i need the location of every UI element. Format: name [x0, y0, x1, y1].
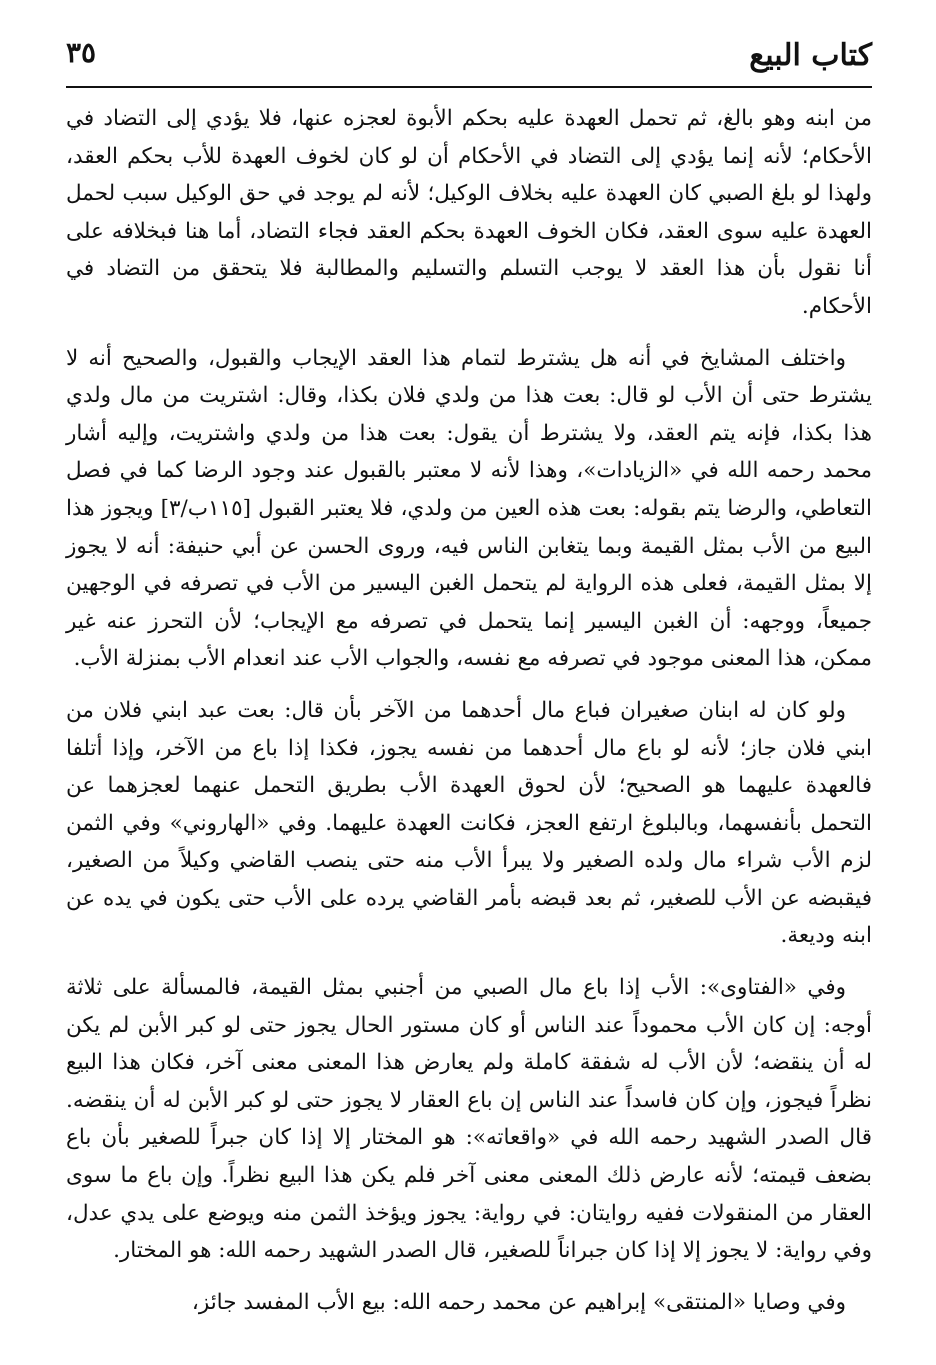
page-header [66, 30, 872, 86]
paragraph-2: واختلف المشايخ في أنه هل يشترط لتمام هذا العقد الإيجاب والقبول، والصحيح أنه لا يشترط حتى أن الأب لو قال: بعت هذا من ولدي فلان بكذا، وقال: اشتريت من مال ولدي هذا بكذا، فإنه يتم العقد، ولا يشترط أن يقول: بعت هذا من ولدي واشتريت، وإليه أشار محمد رحمه الله في «الزيادات»، وهذا لأنه لا معتبر بالقبول عند وجود الرضا كما في فصل التعاطي، والرضا يتم بقوله: بعت هذه العين من ولدي، فلا يعتبر القبول [١١٥ب/٣] ويجوز هذا البيع من الأب بمثل القيمة وبما يتغابن الناس فيه، وروى الحسن عن أبي حنيفة: أنه لا يجوز إلا بمثل القيمة، فعلى هذه الرواية لم يتحمل الغبن اليسير من الأب في تصرفه في الوجهين جميعاً، ووجهه: أن الغبن اليسير إنما يتحمل في تصرفه مع الإيجاب؛ لأن التحرز عنه غير ممكن، هذا المعنى موجود في تصرفه مع نفسه، والجواب الأب عند انعدام الأب بمنزلة الأب. [66, 345, 872, 672]
page-body [66, 100, 872, 1335]
header-divider [66, 86, 872, 88]
paragraph-3: ولو كان له ابنان صغيران فباع مال أحدهما من الآخر بأن قال: بعت عبد ابني فلان من ابني فلان جاز؛ لأنه لو باع مال أحدهما من نفسه يجوز، فكذا إذا باع من الآخر، وإذا أتلفا فالعهدة عليهما هو الصحيح؛ لأن لحوق العهدة الأب بطريق التحمل عنهما لعجزهما عن التحمل بأنفسهما، وبالبلوغ ارتفع العجز، فكانت العهدة عليهما. وفي «الهاروني» وفي الثمن لزم الأب شراء مال ولده الصغير ولا يبرأ الأب منه حتى ينصب القاضي وكيلاً من الصغير، فيقبضه عن الأب للصغير، ثم بعد قبضه بأمر القاضي يرده على الأب حتى يكون في يده عن ابنه وديعة. [66, 697, 872, 949]
page-number: ٣٥ [66, 36, 97, 69]
running-title: كتاب البيع [749, 38, 872, 73]
paragraph-5: وفي وصايا «المنتقى» إبراهيم عن محمد رحمه الله: بيع الأب المفسد جائز، [191, 1289, 846, 1315]
paragraph-1: من ابنه وهو بالغ، ثم تحمل العهدة عليه بحكم الأبوة لعجزه عنها، فلا يؤدي إلى التضاد في الأحكام؛ لأنه إنما يؤدي إلى التضاد في الأحكام أن لو كان لخوف العهدة للأب بحكم العقد، ولهذا لو بلغ الصبي كان العهدة عليه بخلاف الوكيل؛ لأنه لم يوجد في حق الوكيل سبب لحمل العهدة عليه سوى العقد، فكان الخوف العهدة بحكم العقد فجاء التضاد، أما هنا فبخلافه على أنا نقول بأن هذا العقد لا يوجب التسلم والتسليم والمطالبة فلا يتحقق من التضاد في الأحكام. [66, 106, 872, 319]
paragraph-4: وفي «الفتاوى»: الأب إذا باع مال الصبي من أجنبي بمثل القيمة، فالمسألة على ثلاثة أوجه: إن كان الأب محموداً عند الناس أو كان مستور الحال يجوز حتى لو كبر الأبن لم يكن له أن ينقضه؛ لأن الأب له شفقة كاملة ولم يعارض هذا المعنى معنى آخر، فكان هذا البيع نظراً فيجوز، وإن كان فاسداً عند الناس إن باع العقار لا يجوز حتى لو كبر الأبن له أن ينقضه. قال الصدر الشهيد رحمه الله في «واقعاته»: هو المختار إلا إذا كان جبراً للصغير بأن باع بضعف قيمته؛ لأنه عارض ذلك المعنى معنى آخر فلم يكن هذا البيع نظراً. وإن باع ما سوى العقار من المنقولات ففيه روايتان: في رواية: يجوز ويؤخذ الثمن منه ويوضع على يدي عدل، وفي رواية: لا يجوز إلا إذا كان جبراناً للصغير، قال الصدر الشهيد رحمه الله: هو المختار. [66, 975, 872, 1264]
